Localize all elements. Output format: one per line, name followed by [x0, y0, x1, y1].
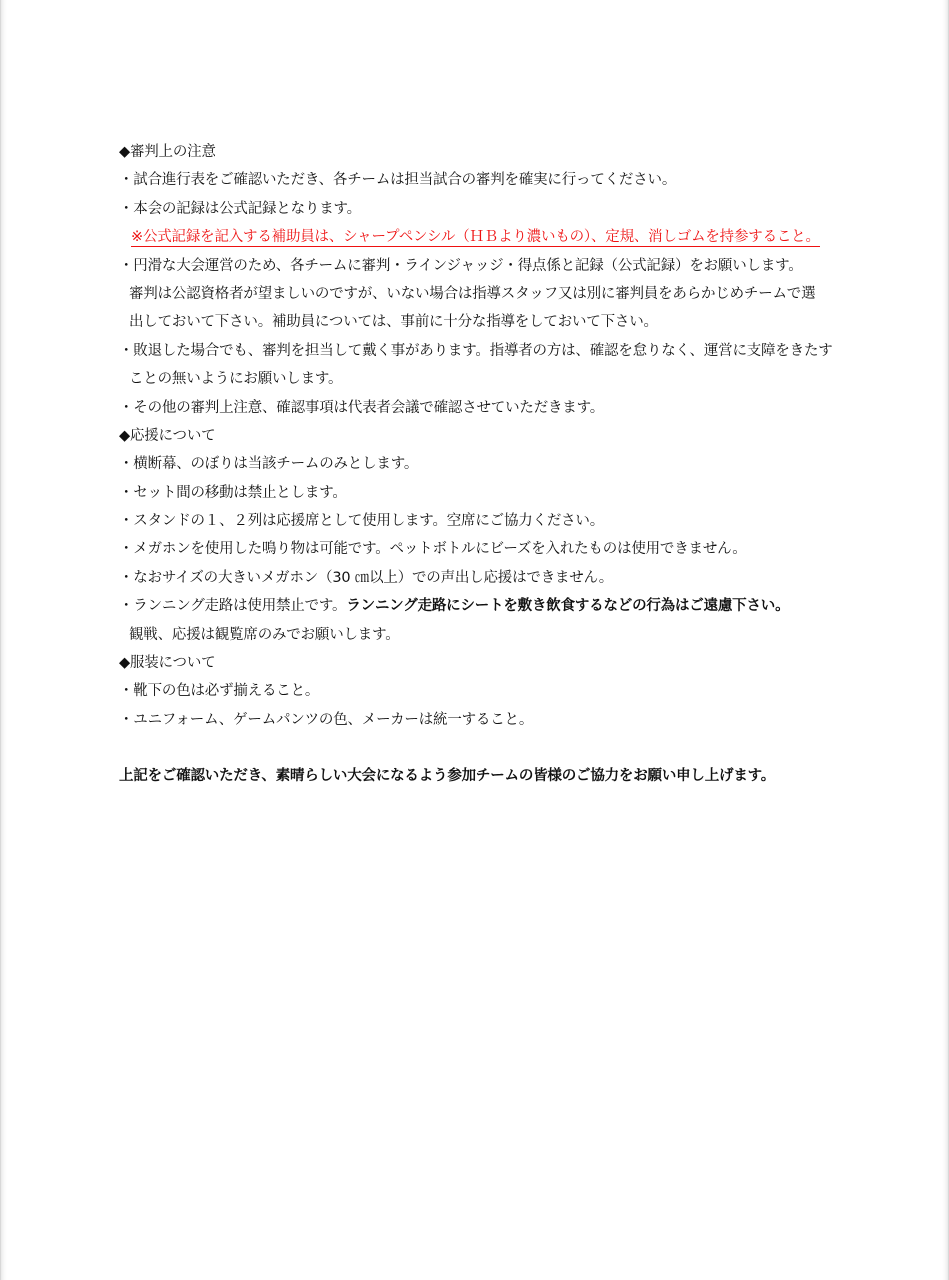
cheering-line-6-normal: ・ランニング走路は使用禁止です。 [119, 598, 347, 615]
referee-line-3b: 審判は公認資格者が望ましいのですが、いない場合は指導スタッフ又は別に審判員をあらかじめチームで選 [129, 285, 816, 302]
cheering-line-2: ・セット間の移動は禁止とします。 [119, 484, 347, 501]
referee-line-4a: ・敗退した場合でも、審判を担当して戴く事があります。指導者の方は、確認を怠りなく、運営に支障をきたす [119, 342, 833, 359]
attire-section-heading: ◆服装について [119, 655, 216, 672]
official-record-red-note [119, 223, 859, 251]
spacer [119, 734, 859, 762]
attire-line-1: ・靴下の色は必ず揃えること。 [119, 683, 320, 700]
referee-line-1: ・試合進行表をご確認いただき、各チームは担当試合の審判を確実に行ってください。 [119, 172, 677, 189]
cheering-line-7: 観戦、応援は観覧席のみでお願いします。 [129, 626, 400, 643]
official-record-red-note-text: ※公式記録を記入する補助員は、シャープペンシル（ＨＢより濃いもの）、定規、消しゴムを持参すること。 [131, 229, 820, 246]
cheering-line-1: ・横断幕、のぼりは当該チームのみとします。 [119, 456, 419, 473]
cheering-section-heading: ◆応援について [119, 427, 216, 444]
referee-line-3a: ・円滑な大会運営のため、各チームに審判・ラインジャッジ・得点係と記録（公式記録）をお願いします。 [119, 257, 803, 274]
cheering-line-5: ・なおサイズの大きいメガホン（30 ㎝以上）での声出し応援はできません。 [119, 569, 614, 586]
referee-section-heading: ◆審判上の注意 [119, 144, 216, 160]
referee-line-2: ・本会の記録は公式記録となります。 [119, 200, 361, 217]
attire-line-2: ・ユニフォーム、ゲームパンツの色、メーカーは統一すること。 [119, 711, 534, 728]
cheering-line-4: ・メガホンを使用した鳴り物は可能です。ペットボトルにビーズを入れたものは使用できません。 [119, 541, 747, 558]
referee-line-4b: ことの無いようにお願いします。 [129, 371, 343, 388]
referee-line-3c: 出しておいて下さい。補助員については、事前に十分な指導をしておいて下さい。 [129, 314, 658, 331]
closing-statement: 上記をご確認いただき、素晴らしい大会になるよう参加チームの皆様のご協力をお願い申し上げます。 [119, 768, 776, 785]
document-body [119, 138, 859, 790]
cheering-line-6-bold: ランニング走路にシートを敷き飲食するなどの行為はご遠慮下さい。 [346, 598, 790, 615]
referee-line-5: ・その他の審判上注意、確認事項は代表者会議で確認させていただきます。 [119, 399, 605, 416]
cheering-line-6 [119, 592, 859, 620]
cheering-line-3: ・スタンドの１、２列は応援席として使用します。空席にご協力ください。 [119, 513, 605, 530]
